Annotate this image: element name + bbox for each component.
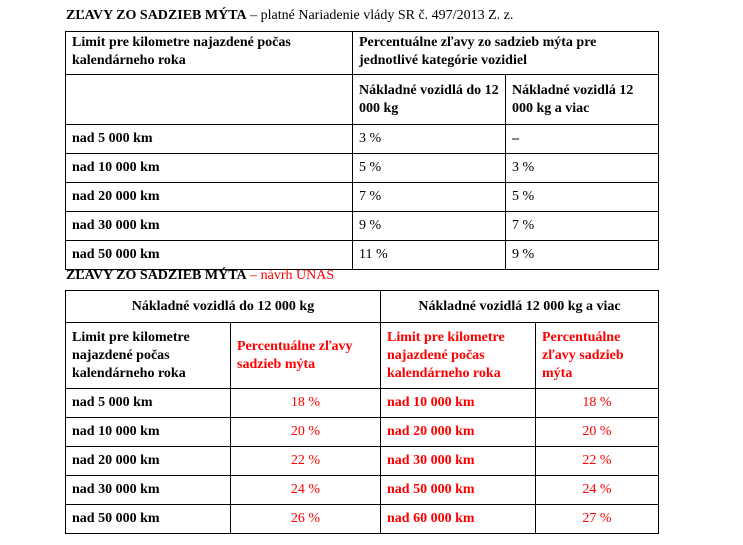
t2-limit-a: nad 10 000 km (66, 418, 231, 447)
t1-header-empty (66, 75, 353, 125)
t1-pct-a: 11 % (353, 241, 506, 270)
t1-limit: nad 50 000 km (66, 241, 353, 270)
t1-pct-a: 9 % (353, 212, 506, 241)
t2-limit-b: nad 60 000 km (381, 505, 536, 534)
t1-limit: nad 20 000 km (66, 183, 353, 212)
t2-pct-a: 26 % (231, 505, 381, 534)
table-row (66, 212, 659, 241)
t1-col-a-header: Nákladné vozidlá do 12 000 kg (353, 75, 506, 125)
t2-group-b-header: Nákladné vozidlá 12 000 kg a viac (381, 291, 659, 323)
t2-pct-a: 20 % (231, 418, 381, 447)
t2-pct-a: 18 % (231, 389, 381, 418)
t1-col-b-header: Nákladné vozidlá 12 000 kg a viac (506, 75, 659, 125)
table1-title-bold: ZĽAVY ZO SADZIEB MÝTA (66, 8, 247, 23)
t1-pct-b: 5 % (506, 183, 659, 212)
t2-pct-b: 24 % (536, 476, 659, 505)
table-row (66, 418, 659, 447)
t2-group-a-header: Nákladné vozidlá do 12 000 kg (66, 291, 381, 323)
table1-title-rest: – platné Nariadenie vlády SR č. 497/2013 Z. z. (246, 8, 514, 23)
table-row (66, 447, 659, 476)
proposed-discounts-table (65, 290, 659, 534)
table2-title-bold: ZĽAVY ZO SADZIEB MÝTA (66, 268, 247, 283)
table-row (66, 505, 659, 534)
t1-pct-a: 7 % (353, 183, 506, 212)
table-row (66, 125, 659, 154)
t1-limit: nad 5 000 km (66, 125, 353, 154)
t2-header-percent-b: Percentuálne zľavy sadzieb mýta (536, 323, 659, 389)
t2-limit-a: nad 20 000 km (66, 447, 231, 476)
t1-limit: nad 30 000 km (66, 212, 353, 241)
t2-limit-b: nad 10 000 km (381, 389, 536, 418)
t1-pct-a: 5 % (353, 154, 506, 183)
t1-pct-b: 7 % (506, 212, 659, 241)
t2-header-limit-a: Limit pre kilometre najazdené počas kalendárneho roka (66, 323, 231, 389)
t2-limit-a: nad 30 000 km (66, 476, 231, 505)
t1-limit: nad 10 000 km (66, 154, 353, 183)
t2-pct-b: 20 % (536, 418, 659, 447)
t1-pct-a: 3 % (353, 125, 506, 154)
t2-limit-b: nad 50 000 km (381, 476, 536, 505)
table-row (66, 241, 659, 270)
t2-header-limit-b: Limit pre kilometre najazdené počas kalendárneho roka (381, 323, 536, 389)
t1-pct-b: 9 % (506, 241, 659, 270)
t2-pct-a: 24 % (231, 476, 381, 505)
t2-header-percent-a: Percentuálne zľavy sadzieb mýta (231, 323, 381, 389)
t2-pct-a: 22 % (231, 447, 381, 476)
t1-pct-b: 3 % (506, 154, 659, 183)
t2-pct-b: 27 % (536, 505, 659, 534)
t1-header-limit: Limit pre kilometre najazdené počas kalendárneho roka (66, 32, 353, 75)
t2-limit-a: nad 50 000 km (66, 505, 231, 534)
table-row (66, 154, 659, 183)
t2-limit-b: nad 20 000 km (381, 418, 536, 447)
table2-title (66, 268, 334, 284)
table2-title-rest: – návrh UNAS (246, 268, 335, 283)
current-discounts-table (65, 31, 659, 270)
t2-pct-b: 18 % (536, 389, 659, 418)
t1-pct-b: – (506, 125, 659, 154)
table-row (66, 389, 659, 418)
t2-limit-b: nad 30 000 km (381, 447, 536, 476)
table-row (66, 183, 659, 212)
t2-limit-a: nad 5 000 km (66, 389, 231, 418)
t2-pct-b: 22 % (536, 447, 659, 476)
table1-title (66, 8, 513, 24)
t1-header-percent: Percentuálne zľavy zo sadzieb mýta pre jednotlivé kategórie vozidiel (353, 32, 659, 75)
table-row (66, 476, 659, 505)
